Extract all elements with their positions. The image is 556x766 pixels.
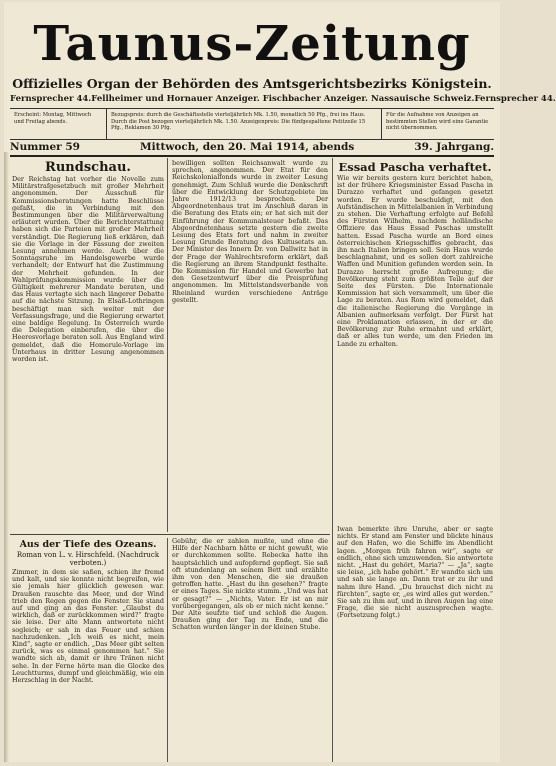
schedule: Erscheint: Montag, Mittwoch und Freitag abends.	[10, 109, 107, 139]
masthead	[4, 2, 500, 72]
column-feuilleton	[12, 538, 164, 762]
ad-notice: Für die Aufnahme von Anzeigen an bestimmten Stellen wird eine Garantie nicht übernommen.	[386, 112, 489, 132]
prices: Bezugspreis: durch die Geschäftsstelle vierteljährlich Mk. 1.50, monatlich 50 Pfg., frei ins Haus. Durch die Post bezogen vierteljährlich Mk. 1.50. Anzeigenpreis: Die fünfgespaltene Petitzeile 15 Pfg., Reklamen 30 Pfg.	[107, 109, 382, 139]
newspaper-title: Taunus-Zeitung	[33, 16, 471, 72]
issue-date: Mittwoch, den 20. Mai 1914, abends	[140, 141, 355, 153]
feuilleton-text-2: Gebühr, die er zahlen mußte, und ohne die Hilfe der Nachbarn hätte er nicht gewußt, wie er durchkommen sollte. Rebecka hatte ihn hauptsächlich und aufopfernd gepflegt. Sie saß oft stundenlang an seinem Bett und erzählte ihm von den Menschen, die sie draußen getroffen hatte. „Hast du ihn gesehen?“ fragte er eines Tages. Sie nickte stumm. „Und was hat er gesagt?“ — „Nichts, Vater. Er ist an mir vorübergegangen, als ob er mich nicht kenne.“ Der Alte seufzte tief und schloß die Augen. Draußen ging der Tag zu Ende, und die Schatten wurden länger in der kleinen Stube.	[172, 537, 328, 632]
rundschau-text: Der Reichstag hat vorher die Novelle zum Militärstrafgesetzbuch mit großer Mehrheit angenommen. Der Ausschuß für Kommissionsberatungen hatte Beschlüsse gefaßt, die in Verbindung mit den Bestimmungen über die Militärverwaltung erläutert wurden. Über die Berichterstattung haben sich die Parteien mit großer Mehrheit verständigt. Die Regierung ließ erklären, daß sie die Vorlage in der Fassung der zweiten Lesung annehmen werde. Auch über die Sonntagsruhe im Handelsgewerbe wurde verhandelt; der Entwurf hat die Zustimmung der Mehrheit gefunden. In der Wahlprüfungskommission wurde über die Gültigkeit mehrerer Mandate beraten, und das Haus vertagte sich nach längerer Debatte auf die nächste Sitzung. In Elsaß-Lothringen beschäftigt man sich weiter mit der Verfassungsfrage, und die Regierung erwartet eine baldige Regelung. In Österreich wurde die Delegation einberufen, die über die Heeresvorlage beraten soll. Aus England wird gemeldet, daß die Homerule-Vorlage im Unterhaus in dritter Lesung angenommen worden ist.	[12, 175, 164, 364]
essad-heading: Essad Pascha verhaftet.	[338, 160, 492, 174]
phone-left: Fernsprecher 44.	[10, 94, 92, 104]
column-middle	[172, 160, 328, 532]
column-divider	[167, 158, 168, 532]
column-feuilleton-3	[337, 526, 493, 762]
rundschau-heading: Rundschau.	[45, 160, 131, 175]
subtitle: Offizielles Organ der Behörden des Amtsgerichtsbezirks Königstein.	[12, 76, 492, 91]
info-bar	[10, 108, 494, 140]
column-divider	[332, 158, 333, 762]
issue-line	[10, 141, 494, 157]
feuilleton-subtitle: Roman von L. v. Hirschfeld. (Nachdruck verboten.)	[16, 551, 160, 567]
feuilleton-text: Zimmer, in dem sie saßen, schien ihr fremd und kalt, und sie konnte nicht begreifen, wie sie jemals hier glücklich gewesen war. Draußen rauschte das Meer, und der Wind trieb den Regen gegen die Fenster. Sie stand auf und ging an das Fenster. „Glaubst du wirklich, daß er zurückkommen wird?“ fragte sie leise. Der alte Mann antwortete nicht sogleich; er sah in das Feuer und schien nachzudenken. „Ich weiß es nicht, mein Kind“, sagte er endlich. „Das Meer gibt selten zurück, was es einmal genommen hat.“ Sie wandte sich ab, damit er ihre Tränen nicht sehe. In der Ferne hörte man die Glocke des Leuchtturms, dumpf und gleichmäßig, wie ein Herzschlag in der Nacht.	[12, 568, 164, 685]
column-feuilleton-2	[172, 538, 328, 762]
subline	[10, 94, 556, 104]
column-divider	[167, 538, 168, 762]
feuilleton-heading: Aus der Tiefe des Ozeans.	[19, 539, 157, 550]
column-rundschau	[12, 158, 164, 532]
newspaper-page	[4, 2, 556, 762]
phone-right: Fernsprecher 44.	[474, 94, 556, 104]
issue-year: 39. Jahrgang.	[414, 141, 494, 153]
feuilleton-rule	[10, 534, 330, 535]
issue-number: Nummer 59	[10, 141, 80, 153]
local-papers: Fellheimer und Hornauer Anzeiger. Fischbacher Anzeiger. Nassauische Schweiz.	[91, 94, 475, 104]
column-essad	[337, 158, 493, 522]
page-edge	[4, 152, 9, 762]
essad-text: Wie wir bereits gestern kurz berichtet haben, ist der frühere Kriegsminister Essad Pascha in Durazzo verhaftet und gefangen gesetzt worden. Er wurde beschuldigt, mit den Aufständischen in Mittelalbanien in Verbindung zu stehen. Die Verhaftung erfolgte auf Befehl des Fürsten Wilhelm, nachdem holländische Offiziere das Haus Essad Paschas umstellt hatten. Essad Pascha wurde an Bord eines österreichischen Kriegsschiffes gebracht, das ihn nach Italien bringen soll. Sein Haus wurde beschlagnahmt, und es sollen dort zahlreiche Waffen und Munition gefunden worden sein. In Durazzo herrscht große Aufregung; die Bevölkerung steht zum größten Teile auf der Seite des Fürsten. Die Internationale Kommission hat sich versammelt, um über die Lage zu beraten. Aus Rom wird gemeldet, daß die italienische Regierung die Vorgänge in Albanien aufmerksam verfolgt. Der Fürst hat eine Proklamation erlassen, in der er die Bevölkerung zur Ruhe ermahnt und erklärt, daß er alles tun werde, um den Frieden im Lande zu erhalten.	[337, 174, 493, 348]
feuilleton-text-3: Iwan bemerkte ihre Unruhe, aber er sagte nichts. Er stand am Fenster und blickte hinaus auf den Hafen, wo die Schiffe im Abendlicht lagen. „Morgen früh fahren wir“, sagte er endlich, ohne sich umzuwenden. Sie antwortete nicht. „Hast du gehört, Maria?“ — „Ja“, sagte sie leise, „ich habe gehört.“ Er wandte sich um und sah sie lange an. Dann trat er zu ihr und nahm ihre Hand. „Du brauchst dich nicht zu fürchten“, sagte er, „es wird alles gut werden.“ Sie sah zu ihm auf, und in ihren Augen lag eine Frage, die sie nicht auszusprechen wagte. (Fortsetzung folgt.)	[337, 525, 493, 620]
middle-text: bewilligen sollten Reichsanwalt wurde zu sprechen, angenommen. Der Etat für den Reichskolonialfonds wurde in zweiter Lesung genehmigt. Zum Schluß wurde die Denkschrift über die Entwicklung der Schutzgebiete im Jahre 1912/13 besprochen. Der Abgeordnetenhaus trat im Anschluß daran in die Beratung des Etats ein; er hat sich mit der Einführung der Kommunalsteuer befaßt. Das Abgeordnetenhaus setzte gestern die zweite Lesung des Etats fort und nahm in zweiter Lesung Grunde Beratung des Kultusetats an. Der Minister des Innern Dr. von Dallwitz hat in der Frage der Wahlrechtsreform erklärt, daß die Regierung an ihrem Standpunkt festhalte. Die Kommission für Handel und Gewerbe hat den Gesetzentwurf über die Preisprüfung angenommen. Im Mittelstandsverbande von Rheinland wurden verschiedene Anträge gestellt.	[172, 159, 328, 304]
